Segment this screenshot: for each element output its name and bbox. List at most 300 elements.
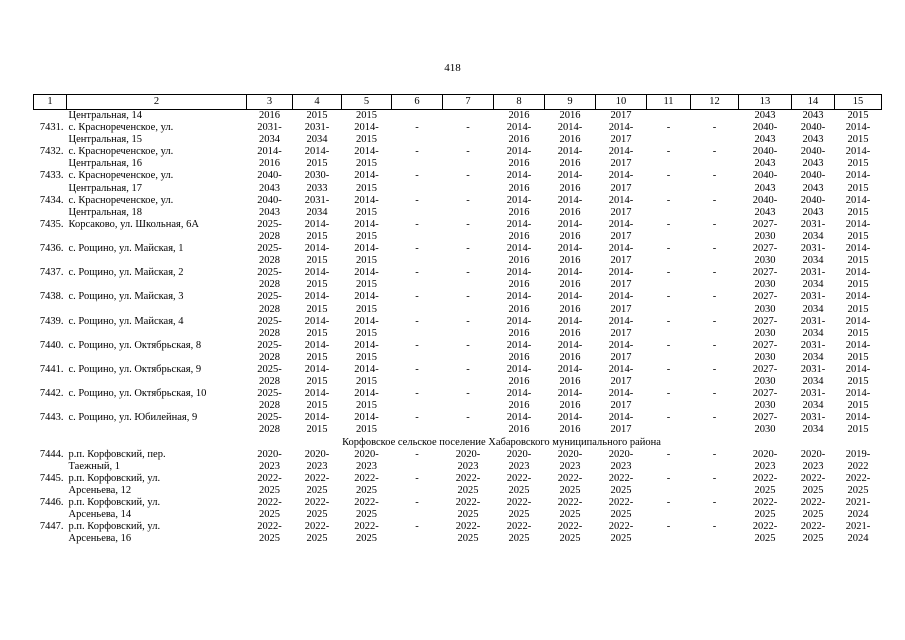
table-row — [34, 316, 882, 340]
cell-col-14: 2040- 2043 — [800, 194, 826, 218]
cell-col-15: 2015 — [847, 110, 869, 121]
table-row — [34, 267, 882, 291]
cell-col-8: 2016 — [508, 110, 530, 121]
cell-col-15: 2014- 2015 — [845, 146, 871, 170]
cell-col-7: - — [466, 170, 470, 182]
cell-col-13: 2040- 2043 — [752, 122, 778, 146]
cell-col-14: 2040- 2043 — [800, 170, 826, 194]
table-row — [34, 364, 882, 388]
cell-col-6: - — [415, 448, 419, 460]
cell-col-15: 2014- 2015 — [845, 388, 871, 412]
cell-col-5: 2015 — [356, 110, 377, 121]
row-number: 7440. — [39, 339, 64, 351]
cell-col-12: - — [712, 170, 717, 182]
cell-col-9: 2014- 2016 — [557, 218, 583, 242]
cell-col-4: 2014- 2015 — [304, 363, 330, 388]
cell-col-14: 2031- 2034 — [800, 339, 826, 363]
cell-col-4: 2031- 2034 — [304, 122, 330, 146]
cell-col-3: 2022- 2025 — [257, 521, 282, 545]
cell-col-12: - — [712, 122, 717, 134]
cell-col-5: 2014- 2015 — [354, 339, 379, 363]
cell-col-8: 2014- 2016 — [506, 218, 532, 242]
cell-col-11: - — [666, 363, 671, 375]
cell-col-9: 2014- 2016 — [557, 363, 583, 388]
cell-col-15: 2014- 2015 — [845, 363, 871, 388]
cell-col-10: 2022- 2025 — [608, 472, 634, 496]
cell-col-13: 2027- 2030 — [752, 339, 778, 363]
cell-col-3: 2022- 2025 — [257, 497, 282, 521]
cell-col-8: 2022- 2025 — [506, 497, 532, 521]
cell-col-12: - — [712, 521, 717, 533]
cell-col-14: 2031- 2034 — [800, 412, 826, 436]
cell-col-6: - — [415, 267, 419, 279]
cell-col-13: 2027- 2030 — [752, 388, 778, 412]
cell-col-4: 2014- 2015 — [304, 243, 330, 267]
cell-col-6: - — [415, 472, 419, 484]
row-address: р.п. Корфовский, ул. Арсеньева, 16 — [68, 521, 161, 545]
column-header-14: 14 — [792, 95, 835, 110]
cell-col-13: 2040- 2043 — [752, 146, 778, 170]
row-address: р.п. Корфовский, ул. Арсеньева, 12 — [68, 472, 161, 496]
cell-col-10: 2014- 2017 — [608, 194, 634, 218]
cell-col-10: 2014- 2017 — [608, 339, 634, 363]
column-header-10: 10 — [596, 95, 647, 110]
cell-col-10: 2014- 2017 — [608, 243, 634, 267]
cell-col-7: - — [466, 363, 470, 375]
cell-col-3: 2020- 2023 — [257, 448, 282, 472]
cell-col-7: - — [466, 291, 470, 303]
cell-col-9: 2020- 2023 — [557, 448, 583, 472]
cell-col-12: - — [712, 363, 717, 375]
cell-col-11: - — [666, 472, 671, 484]
cell-col-14: 2031- 2034 — [800, 291, 826, 315]
cell-col-4: 2022- 2025 — [304, 521, 330, 545]
column-header-1: 1 — [34, 95, 67, 110]
cell-col-13: 2022- 2025 — [752, 472, 778, 496]
row-address: Центральная, 14 — [68, 110, 142, 121]
row-number: 7437. — [39, 267, 64, 279]
cell-col-15: 2019- 2022 — [845, 448, 871, 472]
cell-col-11: - — [666, 497, 671, 508]
row-number: 7447. — [39, 521, 64, 533]
cell-col-5: 2014- 2015 — [354, 122, 379, 146]
cell-col-12: - — [712, 243, 717, 255]
cell-col-3: 2025- 2028 — [257, 267, 282, 291]
cell-col-5: 2014- 2015 — [354, 388, 379, 412]
cell-col-12: - — [712, 497, 717, 508]
cell-col-6: - — [415, 339, 419, 351]
cell-col-5: 2020- 2023 — [354, 448, 379, 472]
cell-col-3: 2025- 2028 — [257, 412, 282, 436]
cell-col-14: 2022- 2025 — [800, 497, 826, 521]
cell-col-7: - — [466, 243, 470, 255]
cell-col-5: 2014- 2015 — [354, 412, 379, 436]
cell-col-6 — [392, 110, 443, 123]
row-address: с. Краснореченское, ул. Центральная, 15 — [68, 122, 174, 146]
cell-col-5: 2022- 2025 — [354, 521, 379, 545]
cell-col-3: 2025- 2028 — [257, 363, 282, 388]
cell-col-5: 2014- 2015 — [354, 243, 379, 267]
row-address: р.п. Корфовский, пер. Таежный, 1 — [68, 448, 166, 472]
cell-col-8: 2022- 2025 — [506, 472, 532, 496]
cell-col-14: 2031- 2034 — [800, 315, 826, 339]
row-number: 7439. — [39, 315, 64, 327]
column-header-3: 3 — [247, 95, 293, 110]
cell-col-7: - — [466, 315, 470, 327]
cell-col-3: 2031- 2034 — [257, 122, 282, 146]
cell-col-15: 2014- 2015 — [845, 243, 871, 267]
column-header-13: 13 — [739, 95, 792, 110]
column-header-12: 12 — [691, 95, 739, 110]
cell-col-13: 2027- 2030 — [752, 267, 778, 291]
cell-col-3: 2025- 2028 — [257, 218, 282, 242]
cell-col-10: 2014- 2017 — [608, 315, 634, 339]
cell-col-15: 2014- 2015 — [845, 339, 871, 363]
cell-col-13: 2027- 2030 — [752, 412, 778, 436]
cell-col-8: 2014- 2016 — [506, 267, 532, 291]
cell-col-11: - — [666, 521, 671, 533]
cell-col-10: 2017 — [610, 110, 632, 121]
row-address: с. Рощино, ул. Майская, 1 — [68, 243, 184, 255]
cell-col-4: 2014- 2015 — [304, 291, 330, 315]
table-row — [34, 170, 882, 194]
cell-col-11: - — [666, 146, 671, 158]
cell-col-12: - — [712, 388, 717, 400]
cell-col-7: 2022- 2025 — [455, 521, 481, 545]
cell-col-14: 2031- 2034 — [800, 388, 826, 412]
cell-col-6: - — [415, 388, 419, 400]
row-address: Корсаково, ул. Школьная, 6А — [68, 218, 199, 230]
cell-col-4: 2014- 2015 — [304, 146, 330, 170]
cell-col-13: 2027- 2030 — [752, 363, 778, 388]
column-header-4: 4 — [293, 95, 342, 110]
cell-col-14: 2031- 2034 — [800, 243, 826, 267]
cell-col-6: - — [415, 170, 419, 182]
cell-col-9: 2014- 2016 — [557, 243, 583, 267]
row-address: с. Краснореченское, ул. Центральная, 16 — [68, 146, 174, 170]
cell-col-6: - — [415, 412, 419, 424]
cell-col-5: 2014- 2015 — [354, 291, 379, 315]
cell-col-11: - — [666, 448, 671, 460]
cell-col-11: - — [666, 267, 671, 279]
cell-col-13: 2027- 2030 — [752, 218, 778, 242]
row-number: 7444. — [39, 448, 64, 460]
cell-col-11: - — [666, 194, 671, 206]
cell-col-7: 2022- 2025 — [455, 497, 481, 521]
cell-col-5: 2022- 2025 — [354, 497, 379, 521]
cell-col-6: - — [415, 521, 419, 533]
cell-col-5: 2014- 2015 — [354, 218, 379, 242]
row-address: с. Рощино, ул. Юбилейная, 9 — [68, 412, 198, 424]
cell-col-11: - — [666, 122, 671, 134]
cell-col-8: 2014- 2016 — [506, 243, 532, 267]
cell-col-9: 2014- 2016 — [557, 412, 583, 436]
cell-col-12: - — [712, 315, 717, 327]
cell-col-15: 2014- 2015 — [845, 412, 871, 436]
cell-col-7: 2022- 2025 — [455, 472, 481, 496]
cell-col-12: - — [712, 267, 717, 279]
row-number: 7434. — [39, 194, 64, 206]
cell-col-10: 2014- 2017 — [608, 146, 634, 170]
cell-col-9: 2022- 2025 — [557, 521, 583, 545]
table-row — [34, 291, 882, 315]
column-header-15: 15 — [835, 95, 882, 110]
column-header-8: 8 — [494, 95, 545, 110]
table-row — [34, 388, 882, 412]
row-number: 7445. — [39, 472, 64, 484]
cell-col-4: 2014- 2015 — [304, 315, 330, 339]
cell-col-3: 2014- 2016 — [257, 146, 282, 170]
cell-col-15: 2014- 2015 — [845, 194, 871, 218]
cell-col-10: 2014- 2017 — [608, 170, 634, 194]
table-row — [34, 497, 882, 521]
column-header-2: 2 — [67, 95, 247, 110]
cell-col-10: 2020- 2023 — [608, 448, 634, 472]
cell-col-3: 2025- 2028 — [257, 291, 282, 315]
table-row-continuation — [34, 110, 882, 123]
cell-col-15: 2014- 2015 — [845, 291, 871, 315]
section-heading-row — [34, 437, 882, 449]
cell-col-11: - — [666, 243, 671, 255]
row-number: 7436. — [39, 243, 64, 255]
row-address: с. Рощино, ул. Октябрьская, 8 — [68, 339, 202, 351]
cell-col-6: - — [415, 363, 419, 375]
table-row — [34, 412, 882, 436]
cell-col-10: 2014- 2017 — [608, 412, 634, 436]
cell-col-9: 2014- 2016 — [557, 267, 583, 291]
cell-col-13: 2022- 2025 — [752, 521, 778, 545]
cell-col-6: - — [415, 291, 419, 303]
row-address: с. Рощино, ул. Октябрьская, 9 — [68, 363, 202, 375]
cell-col-7: - — [466, 122, 470, 134]
cell-col-7: - — [466, 412, 470, 424]
cell-col-12: - — [712, 448, 717, 460]
cell-col-15: 2014- 2015 — [845, 267, 871, 291]
cell-col-15: 2022- 2025 — [845, 472, 871, 496]
cell-col-3: 2025- 2028 — [257, 339, 282, 363]
cell-col-8: 2014- 2016 — [506, 339, 532, 363]
cell-col-6: - — [415, 243, 419, 255]
cell-col-11 — [647, 110, 691, 123]
cell-col-14: 2020- 2023 — [800, 448, 826, 472]
column-header-9: 9 — [545, 95, 596, 110]
cell-col-8: 2014- 2016 — [506, 122, 532, 146]
cell-col-9: 2014- 2016 — [557, 315, 583, 339]
cell-col-4: 2020- 2023 — [304, 448, 330, 472]
cell-col-9: 2016 — [559, 110, 581, 121]
cell-col-11: - — [666, 218, 671, 230]
table-row — [34, 449, 882, 473]
cell-col-3: 2040- 2043 — [257, 194, 282, 218]
cell-col-8: 2014- 2016 — [506, 170, 532, 194]
cell-col-9: 2014- 2016 — [557, 291, 583, 315]
cell-col-7: - — [466, 267, 470, 279]
cell-col-15: 2014- 2015 — [845, 170, 871, 194]
section-heading: Корфовское сельское поселение Хабаровского муниципального района — [342, 436, 661, 448]
cell-col-4: 2014- 2015 — [304, 218, 330, 242]
table-row — [34, 340, 882, 364]
cell-col-13: 2040- 2043 — [752, 170, 778, 194]
cell-col-3: 2022- 2025 — [257, 472, 282, 496]
cell-col-5: 2014- 2015 — [354, 170, 379, 194]
cell-col-9: 2022- 2025 — [557, 497, 583, 521]
cell-col-13: 2027- 2030 — [752, 243, 778, 267]
cell-col-7: - — [466, 339, 470, 351]
cell-col-14: 2031- 2034 — [800, 267, 826, 291]
row-number: 7446. — [39, 497, 64, 508]
cell-col-11: - — [666, 315, 671, 327]
table-row — [34, 195, 882, 219]
row-number: 7443. — [39, 412, 64, 424]
cell-col-12: - — [712, 291, 717, 303]
row-number: 7433. — [39, 170, 64, 182]
cell-col-8: 2014- 2016 — [506, 146, 532, 170]
cell-col-5: 2022- 2025 — [354, 472, 379, 496]
cell-col-10: 2014- 2017 — [608, 388, 634, 412]
cell-col-10: 2014- 2017 — [608, 267, 634, 291]
cell-col-7: - — [466, 388, 470, 400]
cell-col-4: 2014- 2015 — [304, 388, 330, 412]
cell-col-13: 2027- 2030 — [752, 315, 778, 339]
cell-col-9: 2014- 2016 — [557, 170, 583, 194]
cell-col-9: 2014- 2016 — [557, 122, 583, 146]
row-address: с. Рощино, ул. Октябрьская, 10 — [68, 388, 207, 400]
table-row — [34, 219, 882, 243]
cell-col-4: 2014- 2015 — [304, 267, 330, 291]
cell-col-11: - — [666, 388, 671, 400]
row-number: 7442. — [39, 388, 64, 400]
cell-col-13: 2027- 2030 — [752, 291, 778, 315]
cell-col-13: 2022- 2025 — [752, 497, 778, 521]
cell-col-10: 2022- 2025 — [608, 497, 634, 521]
table-body — [34, 110, 882, 546]
cell-col-7: - — [466, 146, 470, 158]
cell-col-14: 2031- 2034 — [800, 363, 826, 388]
cell-col-4: 2015 — [306, 110, 328, 121]
column-header-7: 7 — [443, 95, 494, 110]
cell-col-10: 2022- 2025 — [608, 521, 634, 545]
page-number: 418 — [444, 62, 461, 74]
row-number: 7435. — [39, 218, 64, 230]
cell-col-10: 2014- 2017 — [608, 291, 634, 315]
cell-col-6: - — [415, 194, 419, 206]
cell-col-10: 2014- 2017 — [608, 218, 634, 242]
cell-col-8: 2014- 2016 — [506, 291, 532, 315]
row-address: с. Рощино, ул. Майская, 3 — [68, 291, 184, 303]
cell-col-6: - — [415, 146, 419, 158]
cell-col-5: 2014- 2015 — [354, 194, 379, 218]
cell-col-8: 2014- 2016 — [506, 412, 532, 436]
cell-col-8: 2020- 2023 — [506, 448, 532, 472]
cell-col-15: 2021- 2024 — [845, 521, 871, 545]
cell-col-6: - — [415, 122, 419, 134]
cell-col-12: - — [712, 146, 717, 158]
cell-col-5: 2014- 2015 — [354, 146, 379, 170]
cell-col-9: 2014- 2016 — [557, 146, 583, 170]
cell-col-12: - — [712, 472, 717, 484]
row-number: 7432. — [39, 146, 64, 158]
schedule-table — [33, 94, 882, 545]
cell-col-4: 2031- 2034 — [304, 194, 330, 218]
cell-col-15: 2014- 2015 — [845, 122, 871, 146]
cell-col-5: 2014- 2015 — [354, 267, 379, 291]
cell-col-4: 2022- 2025 — [304, 472, 330, 496]
table-row — [34, 122, 882, 146]
cell-col-7 — [443, 110, 494, 123]
cell-col-15: 2014- 2015 — [845, 315, 871, 339]
cell-col-6: - — [415, 497, 419, 508]
cell-col-8: 2014- 2016 — [506, 388, 532, 412]
row-number: 7441. — [39, 363, 64, 375]
cell-col-9: 2014- 2016 — [557, 388, 583, 412]
row-address: с. Краснореченское, ул. Центральная, 18 — [68, 194, 174, 218]
cell-col-8: 2022- 2025 — [506, 521, 532, 545]
cell-col-13: 2043 — [754, 110, 776, 121]
cell-col-4: 2030- 2033 — [304, 170, 330, 194]
cell-col-4: 2014- 2015 — [304, 412, 330, 436]
row-address: с. Рощино, ул. Майская, 4 — [68, 315, 184, 327]
row-number: 7438. — [39, 291, 64, 303]
cell-col-14: 2040- 2043 — [800, 146, 826, 170]
cell-col-13: 2020- 2023 — [752, 448, 778, 472]
cell-col-9: 2014- 2016 — [557, 194, 583, 218]
cell-col-3: 2016 — [259, 110, 280, 121]
cell-col-7: - — [466, 218, 470, 230]
cell-col-8: 2014- 2016 — [506, 194, 532, 218]
cell-col-5: 2014- 2015 — [354, 363, 379, 388]
cell-col-9: 2014- 2016 — [557, 339, 583, 363]
cell-col-7: - — [466, 194, 470, 206]
cell-col-12 — [691, 110, 739, 123]
cell-col-14: 2022- 2025 — [800, 472, 826, 496]
cell-col-14: 2043 — [802, 110, 824, 121]
row-number — [34, 110, 67, 123]
table-row — [34, 146, 882, 170]
cell-col-9: 2022- 2025 — [557, 472, 583, 496]
column-header-6: 6 — [392, 95, 443, 110]
cell-col-6: - — [415, 218, 419, 230]
cell-col-15: 2021- 2024 — [845, 497, 871, 521]
cell-col-11: - — [666, 291, 671, 303]
cell-col-4: 2022- 2025 — [304, 497, 330, 521]
cell-col-14: 2031- 2034 — [800, 218, 826, 242]
cell-col-3: 2025- 2028 — [257, 388, 282, 412]
cell-col-5: 2014- 2015 — [354, 315, 379, 339]
cell-col-3: 2040- 2043 — [257, 170, 282, 194]
column-header-5: 5 — [342, 95, 392, 110]
cell-col-11: - — [666, 170, 671, 182]
cell-col-10: 2014- 2017 — [608, 122, 634, 146]
cell-col-12: - — [712, 339, 717, 351]
cell-col-8: 2014- 2016 — [506, 315, 532, 339]
cell-col-15: 2014- 2015 — [845, 218, 871, 242]
cell-col-8: 2014- 2016 — [506, 363, 532, 388]
row-address: р.п. Корфовский, ул. Арсеньева, 14 — [68, 497, 161, 521]
cell-col-11: - — [666, 412, 671, 424]
row-address: с. Краснореченское, ул. Центральная, 17 — [68, 170, 174, 194]
cell-col-12: - — [712, 412, 717, 424]
cell-col-13: 2040- 2043 — [752, 194, 778, 218]
cell-col-3: 2025- 2028 — [257, 315, 282, 339]
row-number: 7431. — [39, 122, 64, 134]
cell-col-12: - — [712, 194, 717, 206]
cell-col-3: 2025- 2028 — [257, 243, 282, 267]
cell-col-12: - — [712, 218, 717, 230]
cell-col-4: 2014- 2015 — [304, 339, 330, 363]
cell-col-6: - — [415, 315, 419, 327]
row-address: с. Рощино, ул. Майская, 2 — [68, 267, 184, 279]
cell-col-11: - — [666, 339, 671, 351]
